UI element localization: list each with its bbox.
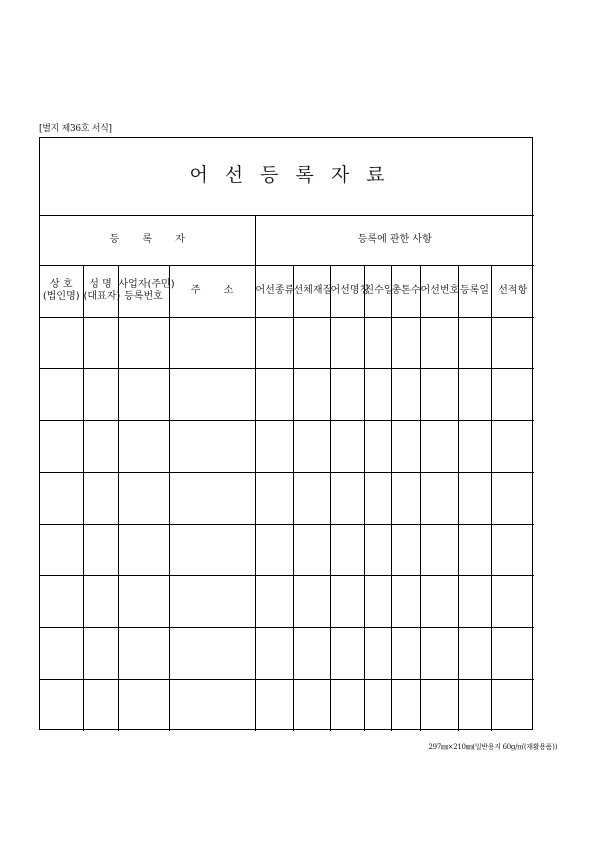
col-home-port: 선적항	[491, 265, 534, 317]
cell-reg-date[interactable]	[458, 421, 491, 473]
cell-hull-material[interactable]	[293, 576, 330, 628]
cell-hull-material[interactable]	[293, 317, 330, 369]
cell-tonnage[interactable]	[391, 472, 420, 524]
cell-company[interactable]	[40, 472, 83, 524]
cell-vessel-no[interactable]	[420, 369, 458, 421]
cell-reg-no[interactable]	[118, 421, 169, 473]
cell-vessel-no[interactable]	[420, 317, 458, 369]
table-row	[40, 421, 534, 473]
cell-home-port[interactable]	[491, 679, 534, 731]
cell-reg-date[interactable]	[458, 628, 491, 680]
cell-vessel-type[interactable]	[255, 369, 293, 421]
cell-company[interactable]	[40, 369, 83, 421]
col-name	[83, 265, 121, 317]
col-vessel-type: 어선종류	[255, 265, 293, 317]
cell-name[interactable]	[83, 628, 118, 680]
cell-address[interactable]	[169, 679, 255, 731]
cell-hull-material[interactable]	[293, 369, 330, 421]
cell-address[interactable]	[169, 524, 255, 576]
cell-reg-date[interactable]	[458, 524, 491, 576]
table-row	[40, 628, 534, 680]
cell-name[interactable]	[83, 317, 118, 369]
cell-launch-date[interactable]	[364, 472, 391, 524]
cell-vessel-name[interactable]	[330, 472, 364, 524]
cell-address[interactable]	[169, 628, 255, 680]
cell-tonnage[interactable]	[391, 369, 420, 421]
paper-spec-footer: 297㎜×210㎜(일반용지 60g/㎡(재활용품))	[428, 743, 557, 751]
cell-reg-date[interactable]	[458, 369, 491, 421]
cell-name[interactable]	[83, 576, 118, 628]
form-title: 어선등록자료	[189, 164, 402, 187]
table-row	[40, 524, 534, 576]
cell-home-port[interactable]	[491, 369, 534, 421]
cell-name[interactable]	[83, 524, 118, 576]
cell-vessel-type[interactable]	[255, 576, 293, 628]
table-row	[40, 576, 534, 628]
cell-vessel-name[interactable]	[330, 317, 364, 369]
cell-name[interactable]	[83, 472, 118, 524]
cell-tonnage[interactable]	[391, 628, 420, 680]
cell-name[interactable]	[83, 421, 118, 473]
cell-reg-no[interactable]	[118, 472, 169, 524]
cell-home-port[interactable]	[491, 628, 534, 680]
cell-vessel-name[interactable]	[330, 628, 364, 680]
group-registrant-label: 등 록 자	[109, 233, 195, 245]
cell-launch-date[interactable]	[364, 369, 391, 421]
cell-tonnage[interactable]	[391, 317, 420, 369]
cell-vessel-name[interactable]	[330, 369, 364, 421]
cell-hull-material[interactable]	[293, 472, 330, 524]
col-tonnage: 총톤수	[391, 265, 420, 317]
cell-vessel-type[interactable]	[255, 421, 293, 473]
table-row	[40, 317, 534, 369]
col-vessel-no: 어선번호	[420, 265, 458, 317]
cell-reg-no[interactable]	[118, 628, 169, 680]
cell-tonnage[interactable]	[391, 679, 420, 731]
cell-company[interactable]	[40, 576, 83, 628]
table-row	[40, 472, 534, 524]
cell-hull-material[interactable]	[293, 628, 330, 680]
col-reg-no-line1: 사업자(주민)	[118, 278, 175, 290]
cell-vessel-name[interactable]	[330, 421, 364, 473]
cell-tonnage[interactable]	[391, 576, 420, 628]
col-reg-date: 등록일	[458, 265, 491, 317]
cell-tonnage[interactable]	[391, 524, 420, 576]
cell-address[interactable]	[169, 576, 255, 628]
cell-reg-no[interactable]	[118, 369, 169, 421]
cell-vessel-no[interactable]	[420, 576, 458, 628]
cell-vessel-name[interactable]	[330, 576, 364, 628]
col-company-line1: 상 호	[50, 278, 73, 290]
cell-reg-date[interactable]	[458, 679, 491, 731]
cell-vessel-no[interactable]	[420, 472, 458, 524]
cell-home-port[interactable]	[491, 472, 534, 524]
cell-vessel-no[interactable]	[420, 421, 458, 473]
cell-reg-no[interactable]	[118, 679, 169, 731]
col-name-line1: 성 명	[89, 278, 112, 290]
cell-vessel-name[interactable]	[330, 679, 364, 731]
cell-address[interactable]	[169, 421, 255, 473]
cell-reg-no[interactable]	[118, 524, 169, 576]
cell-vessel-type[interactable]	[255, 679, 293, 731]
cell-launch-date[interactable]	[364, 679, 391, 731]
col-vessel-name: 어선명칭	[330, 265, 364, 317]
cell-vessel-no[interactable]	[420, 524, 458, 576]
col-launch-date: 진수일	[364, 265, 391, 317]
cell-launch-date[interactable]	[364, 628, 391, 680]
cell-name[interactable]	[83, 369, 118, 421]
group-registration-label: 등록에 관한 사항	[357, 233, 432, 245]
cell-company[interactable]	[40, 421, 83, 473]
cell-hull-material[interactable]	[293, 524, 330, 576]
col-address	[169, 265, 255, 317]
cell-company[interactable]	[40, 628, 83, 680]
cell-name[interactable]	[83, 679, 118, 731]
cell-vessel-type[interactable]	[255, 628, 293, 680]
cell-vessel-no[interactable]	[420, 628, 458, 680]
cell-home-port[interactable]	[491, 421, 534, 473]
cell-home-port[interactable]	[491, 576, 534, 628]
cell-vessel-type[interactable]	[255, 317, 293, 369]
cell-home-port[interactable]	[491, 524, 534, 576]
cell-tonnage[interactable]	[391, 421, 420, 473]
col-address-label: 주 소	[190, 284, 244, 296]
cell-reg-date[interactable]	[458, 576, 491, 628]
cell-vessel-type[interactable]	[255, 472, 293, 524]
cell-reg-date[interactable]	[458, 472, 491, 524]
cell-address[interactable]	[169, 369, 255, 421]
registration-table	[40, 138, 534, 731]
cell-launch-date[interactable]	[364, 317, 391, 369]
col-company-line2: (법인명)	[42, 291, 80, 302]
vessel-registration-form	[39, 137, 533, 730]
group-registration	[255, 215, 534, 265]
col-reg-no-line2: 등록번호	[124, 291, 163, 302]
col-reg-no	[118, 265, 175, 317]
cell-vessel-no[interactable]	[420, 679, 458, 731]
cell-company[interactable]	[40, 679, 83, 731]
cell-reg-no[interactable]	[118, 317, 169, 369]
cell-launch-date[interactable]	[364, 576, 391, 628]
cell-vessel-type[interactable]	[255, 524, 293, 576]
table-row	[40, 369, 534, 421]
cell-launch-date[interactable]	[364, 421, 391, 473]
cell-vessel-name[interactable]	[330, 524, 364, 576]
table-row	[40, 679, 534, 731]
cell-hull-material[interactable]	[293, 421, 330, 473]
cell-company[interactable]	[40, 317, 83, 369]
cell-launch-date[interactable]	[364, 524, 391, 576]
group-registrant	[40, 215, 255, 265]
cell-reg-date[interactable]	[458, 317, 491, 369]
cell-company[interactable]	[40, 524, 83, 576]
col-name-line2: (대표자)	[83, 291, 121, 302]
form-code-label: [별지 제36호 서식]	[39, 124, 112, 134]
cell-address[interactable]	[169, 317, 255, 369]
cell-hull-material[interactable]	[293, 679, 330, 731]
title-cell	[40, 138, 534, 215]
col-hull-material: 선체재질	[293, 265, 330, 317]
cell-address[interactable]	[169, 472, 255, 524]
col-company	[40, 265, 83, 317]
cell-home-port[interactable]	[491, 317, 534, 369]
cell-reg-no[interactable]	[118, 576, 169, 628]
